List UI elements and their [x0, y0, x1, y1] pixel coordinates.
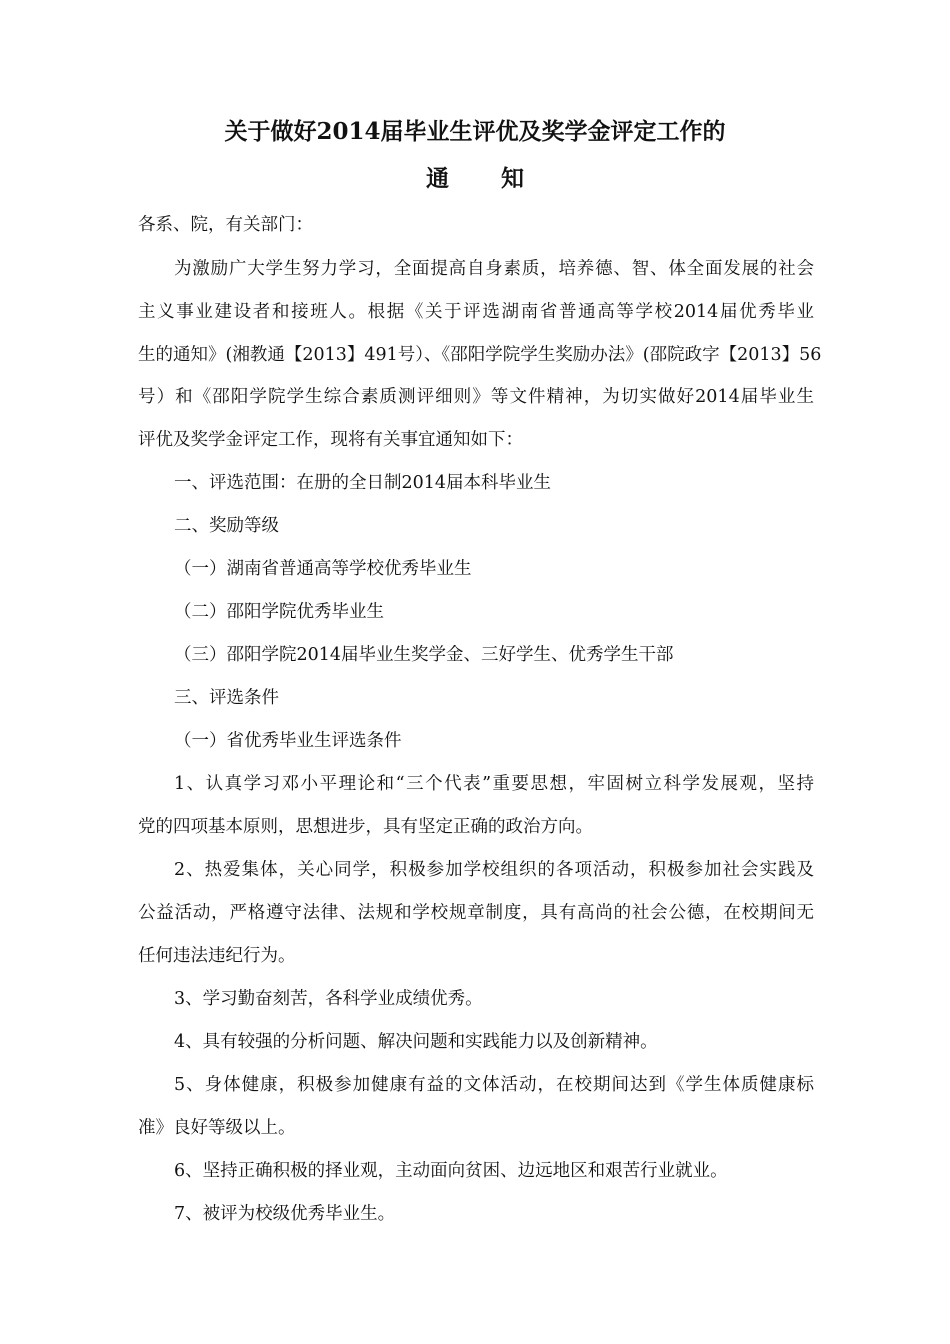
body-line: 号）和《邵阳学院学生综合素质测评细则》等文件精神，为切实做好2014届毕业生 — [138, 387, 814, 407]
criteria-item: 任何违法违纪行为。 — [138, 946, 296, 966]
section-scope: 一、评选范围：在册的全日制2014届本科毕业生 — [174, 473, 552, 493]
award-item: （三）邵阳学院2014届毕业生奖学金、三好学生、优秀学生干部 — [174, 645, 674, 665]
criteria-subheading: （一）省优秀毕业生评选条件 — [174, 731, 402, 751]
body-line: 为激励广大学生努力学习，全面提高自身素质，培养德、智、体全面发展的社会 — [174, 259, 814, 279]
criteria-item: 5、身体健康，积极参加健康有益的文体活动，在校期间达到《学生体质健康标 — [174, 1075, 814, 1095]
criteria-item: 4、具有较强的分析问题、解决问题和实践能力以及创新精神。 — [174, 1032, 658, 1052]
criteria-item: 6、坚持正确积极的择业观，主动面向贫困、边远地区和艰苦行业就业。 — [174, 1161, 728, 1181]
criteria-item: 党的四项基本原则，思想进步，具有坚定正确的政治方向。 — [138, 817, 593, 837]
document-title: 关于做好2014届毕业生评优及奖学金评定工作的 — [224, 118, 726, 145]
criteria-item: 公益活动，严格遵守法律、法规和学校规章制度，具有高尚的社会公德，在校期间无 — [138, 903, 814, 923]
body-line: 主义事业建设者和接班人。根据《关于评选湖南省普通高等学校2014届优秀毕业 — [138, 302, 814, 322]
award-item: （一）湖南省普通高等学校优秀毕业生 — [174, 559, 472, 579]
criteria-item: 准》良好等级以上。 — [138, 1118, 296, 1138]
section-criteria: 三、评选条件 — [174, 688, 279, 708]
salutation: 各系、院，有关部门： — [138, 215, 313, 235]
criteria-item: 2、热爱集体，关心同学，积极参加学校组织的各项活动，积极参加社会实践及 — [174, 860, 814, 880]
body-line: 评优及奖学金评定工作，现将有关事宜通知如下： — [138, 430, 523, 450]
criteria-item: 3、学习勤奋刻苦，各科学业成绩优秀。 — [174, 989, 483, 1009]
body-line: 生的通知》(湘教通【2013】491号）、《邵阳学院学生奖励办法》(邵院政字【2013】56 — [138, 345, 822, 365]
criteria-item: 1、认真学习邓小平理论和“三个代表”重要思想，牢固树立科学发展观，坚持 — [174, 774, 814, 794]
section-awards: 二、奖励等级 — [174, 516, 279, 536]
document-title-notice: 通知 — [426, 165, 576, 192]
criteria-item: 7、被评为校级优秀毕业生。 — [174, 1204, 396, 1224]
award-item: （二）邵阳学院优秀毕业生 — [174, 602, 384, 622]
